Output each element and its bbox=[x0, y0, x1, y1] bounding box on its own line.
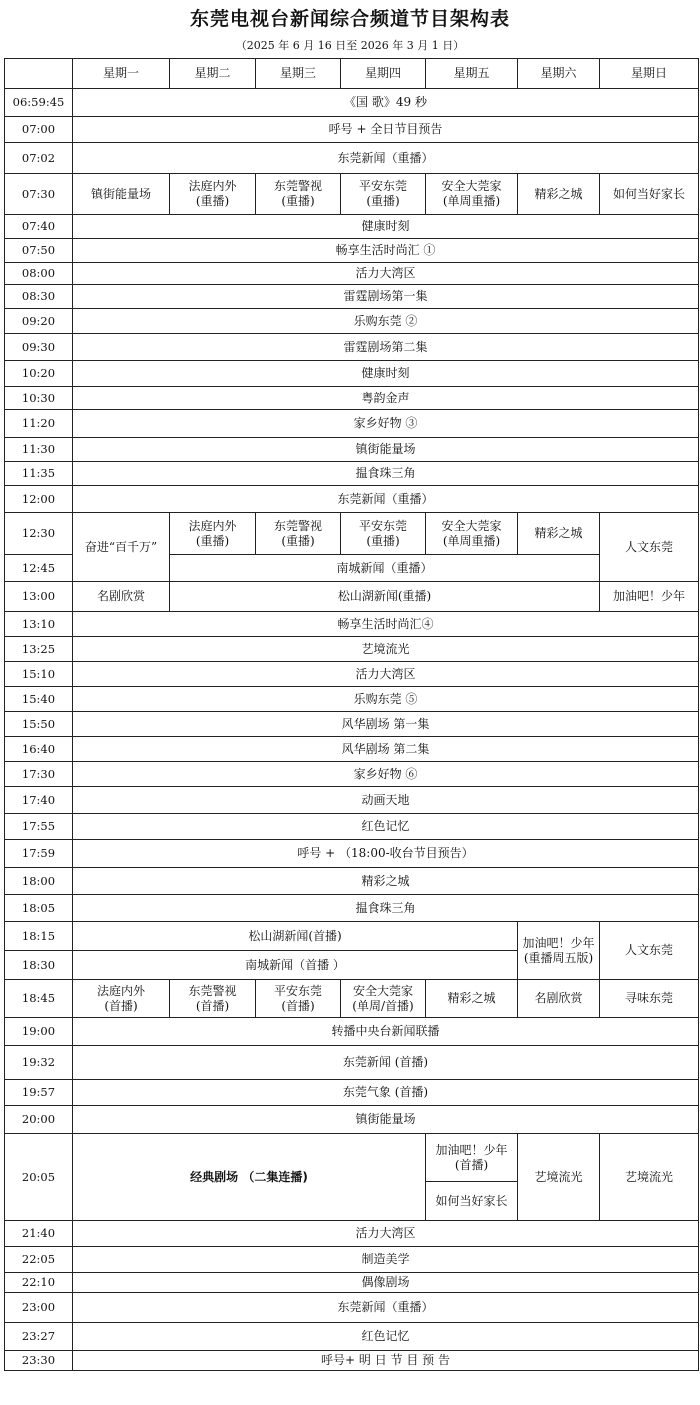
schedule-row bbox=[5, 309, 699, 334]
schedule-row bbox=[5, 1106, 699, 1134]
program-cell: 平安东莞 (重播) bbox=[341, 513, 426, 555]
program-cell: 畅享生活时尚汇④ bbox=[73, 612, 699, 637]
program-cell: 健康时刻 bbox=[73, 361, 699, 387]
time-slot: 18:00 bbox=[5, 868, 73, 895]
time-slot: 23:00 bbox=[5, 1293, 73, 1323]
schedule-row bbox=[5, 462, 699, 486]
time-slot: 12:45 bbox=[5, 555, 73, 582]
time-slot: 22:05 bbox=[5, 1247, 73, 1273]
time-slot: 06:59:45 bbox=[5, 89, 73, 117]
program-cell: 名剧欣赏 bbox=[73, 582, 170, 612]
program-cell: 平安东莞 (首播) bbox=[256, 980, 341, 1018]
schedule-row bbox=[5, 239, 699, 263]
time-slot: 23:27 bbox=[5, 1323, 73, 1351]
page-subtitle: （2025 年 6 月 16 日至 2026 年 3 月 1 日） bbox=[235, 39, 465, 52]
schedule-row bbox=[5, 895, 699, 922]
program-cell: 精彩之城 bbox=[73, 868, 699, 895]
time-slot: 18:15 bbox=[5, 922, 73, 951]
schedule-row bbox=[5, 410, 699, 438]
program-cell: 东莞警视 (首播) bbox=[170, 980, 256, 1018]
schedule-row bbox=[5, 1323, 699, 1351]
time-slot: 20:00 bbox=[5, 1106, 73, 1134]
schedule-row bbox=[5, 438, 699, 462]
program-cell: 活力大湾区 bbox=[73, 263, 699, 285]
schedule-row bbox=[5, 285, 699, 309]
schedule-row bbox=[5, 1134, 699, 1182]
schedule-row bbox=[5, 1221, 699, 1247]
time-slot: 19:32 bbox=[5, 1046, 73, 1080]
schedule-row bbox=[5, 215, 699, 239]
time-slot: 18:05 bbox=[5, 895, 73, 922]
schedule-row bbox=[5, 143, 699, 174]
program-cell: 艺境流光 bbox=[73, 637, 699, 662]
program-cell: 揾食珠三角 bbox=[73, 462, 699, 486]
program-cell: 《国 歌》49 秒 bbox=[73, 89, 699, 117]
time-slot: 15:40 bbox=[5, 687, 73, 712]
schedule-row bbox=[5, 89, 699, 117]
day-header: 星期四 bbox=[341, 59, 426, 89]
program-cell: 法庭内外 (重播) bbox=[170, 174, 256, 215]
program-cell: 呼号 + 全日节目预告 bbox=[73, 117, 699, 143]
program-cell: 红色记忆 bbox=[73, 814, 699, 840]
schedule-row bbox=[5, 1247, 699, 1273]
program-cell: 活力大湾区 bbox=[73, 1221, 699, 1247]
time-slot: 12:30 bbox=[5, 513, 73, 555]
program-cell: 东莞警视 (重播) bbox=[256, 513, 341, 555]
time-slot: 15:10 bbox=[5, 662, 73, 687]
day-header: 星期三 bbox=[256, 59, 341, 89]
program-cell: 雷霆剧场第二集 bbox=[73, 334, 699, 361]
schedule-row bbox=[5, 712, 699, 737]
header-row bbox=[5, 59, 699, 89]
schedule-row bbox=[5, 361, 699, 387]
day-header: 星期一 bbox=[73, 59, 170, 89]
program-cell: 呼号+ 明 日 节 目 预 告 bbox=[73, 1351, 699, 1371]
schedule-row bbox=[5, 687, 699, 712]
schedule-row bbox=[5, 662, 699, 687]
time-slot: 11:30 bbox=[5, 438, 73, 462]
time-slot: 12:00 bbox=[5, 486, 73, 513]
schedule-row bbox=[5, 814, 699, 840]
program-cell: 转播中央台新闻联播 bbox=[73, 1018, 699, 1046]
program-cell: 家乡好物 ③ bbox=[73, 410, 699, 438]
schedule-table bbox=[4, 58, 699, 1371]
schedule-row bbox=[5, 980, 699, 1018]
program-cell: 风华剧场 第二集 bbox=[73, 737, 699, 762]
corner-cell bbox=[5, 59, 73, 89]
time-slot: 17:40 bbox=[5, 787, 73, 814]
schedule-row bbox=[5, 1080, 699, 1106]
time-slot: 07:02 bbox=[5, 143, 73, 174]
time-slot: 10:20 bbox=[5, 361, 73, 387]
time-slot: 21:40 bbox=[5, 1221, 73, 1247]
schedule-row bbox=[5, 486, 699, 513]
time-slot: 17:30 bbox=[5, 762, 73, 787]
program-cell: 东莞气象 (首播) bbox=[73, 1080, 699, 1106]
program-cell: 镇街能量场 bbox=[73, 438, 699, 462]
program-cell: 乐购东莞 ⑤ bbox=[73, 687, 699, 712]
time-slot: 23:30 bbox=[5, 1351, 73, 1371]
program-cell: 东莞新闻 (首播) bbox=[73, 1046, 699, 1080]
program-cell: 人文东莞 bbox=[600, 513, 699, 582]
schedule-row bbox=[5, 582, 699, 612]
program-cell: 松山湖新闻(重播) bbox=[170, 582, 600, 612]
schedule-row bbox=[5, 174, 699, 215]
program-cell: 经典剧场 （二集连播) bbox=[73, 1134, 426, 1221]
program-cell: 红色记忆 bbox=[73, 1323, 699, 1351]
program-cell: 镇街能量场 bbox=[73, 1106, 699, 1134]
program-cell: 安全大莞家 (单周/首播) bbox=[341, 980, 426, 1018]
program-cell: 南城新闻（首播 ） bbox=[73, 951, 518, 980]
schedule-row bbox=[5, 787, 699, 814]
time-slot: 20:05 bbox=[5, 1134, 73, 1221]
schedule-row bbox=[5, 117, 699, 143]
program-cell: 活力大湾区 bbox=[73, 662, 699, 687]
program-cell: 法庭内外 (首播) bbox=[73, 980, 170, 1018]
program-cell: 加油吧！少年 (重播周五版) bbox=[518, 922, 600, 980]
time-slot: 18:45 bbox=[5, 980, 73, 1018]
time-slot: 13:25 bbox=[5, 637, 73, 662]
time-slot: 19:00 bbox=[5, 1018, 73, 1046]
schedule-row bbox=[5, 737, 699, 762]
program-cell: 精彩之城 bbox=[426, 980, 518, 1018]
time-slot: 08:00 bbox=[5, 263, 73, 285]
time-slot: 07:40 bbox=[5, 215, 73, 239]
day-header: 星期二 bbox=[170, 59, 256, 89]
program-cell: 艺境流光 bbox=[600, 1134, 699, 1221]
day-header: 星期日 bbox=[600, 59, 699, 89]
program-cell: 寻味东莞 bbox=[600, 980, 699, 1018]
time-slot: 07:50 bbox=[5, 239, 73, 263]
program-cell: 家乡好物 ⑥ bbox=[73, 762, 699, 787]
time-slot: 11:20 bbox=[5, 410, 73, 438]
time-slot: 17:55 bbox=[5, 814, 73, 840]
time-slot: 08:30 bbox=[5, 285, 73, 309]
time-slot: 17:59 bbox=[5, 840, 73, 868]
program-cell: 东莞新闻（重播） bbox=[73, 486, 699, 513]
schedule-row bbox=[5, 762, 699, 787]
program-cell: 法庭内外 (重播) bbox=[170, 513, 256, 555]
schedule-row bbox=[5, 840, 699, 868]
schedule-row bbox=[5, 612, 699, 637]
program-cell: 精彩之城 bbox=[518, 513, 600, 555]
time-slot: 09:20 bbox=[5, 309, 73, 334]
program-cell: 奋进“百千万” bbox=[73, 513, 170, 582]
program-cell: 安全大莞家 (单周重播) bbox=[426, 513, 518, 555]
program-cell: 粤韵金声 bbox=[73, 387, 699, 410]
schedule-row bbox=[5, 263, 699, 285]
schedule-row bbox=[5, 1018, 699, 1046]
program-cell: 雷霆剧场第一集 bbox=[73, 285, 699, 309]
program-cell: 制造美学 bbox=[73, 1247, 699, 1273]
time-slot: 22:10 bbox=[5, 1273, 73, 1293]
schedule-row bbox=[5, 387, 699, 410]
schedule-row bbox=[5, 637, 699, 662]
page-title: 东莞电视台新闻综合频道节目架构表 bbox=[189, 8, 510, 30]
time-slot: 07:00 bbox=[5, 117, 73, 143]
day-header: 星期六 bbox=[518, 59, 600, 89]
program-cell: 名剧欣赏 bbox=[518, 980, 600, 1018]
time-slot: 19:57 bbox=[5, 1080, 73, 1106]
time-slot: 16:40 bbox=[5, 737, 73, 762]
time-slot: 10:30 bbox=[5, 387, 73, 410]
program-cell: 南城新闻（重播） bbox=[170, 555, 600, 582]
program-cell: 加油吧！少年 (首播) bbox=[426, 1134, 518, 1182]
program-cell: 松山湖新闻(首播) bbox=[73, 922, 518, 951]
program-cell: 精彩之城 bbox=[518, 174, 600, 215]
schedule-row bbox=[5, 1046, 699, 1080]
time-slot: 09:30 bbox=[5, 334, 73, 361]
program-cell: 东莞新闻（重播） bbox=[73, 1293, 699, 1323]
program-cell: 呼号 + （18:00-收台节目预告） bbox=[73, 840, 699, 868]
program-cell: 安全大莞家 (单周重播) bbox=[426, 174, 518, 215]
program-cell: 畅享生活时尚汇 ① bbox=[73, 239, 699, 263]
schedule-row bbox=[5, 922, 699, 951]
day-header: 星期五 bbox=[426, 59, 518, 89]
program-cell: 平安东莞 (重播) bbox=[341, 174, 426, 215]
schedule-row bbox=[5, 1293, 699, 1323]
schedule-row bbox=[5, 334, 699, 361]
program-cell: 乐购东莞 ② bbox=[73, 309, 699, 334]
time-slot: 13:00 bbox=[5, 582, 73, 612]
time-slot: 15:50 bbox=[5, 712, 73, 737]
time-slot: 07:30 bbox=[5, 174, 73, 215]
program-cell: 镇街能量场 bbox=[73, 174, 170, 215]
program-cell: 风华剧场 第一集 bbox=[73, 712, 699, 737]
program-cell: 健康时刻 bbox=[73, 215, 699, 239]
schedule-row bbox=[5, 868, 699, 895]
program-cell: 东莞警视 (重播) bbox=[256, 174, 341, 215]
time-slot: 11:35 bbox=[5, 462, 73, 486]
program-cell: 东莞新闻（重播） bbox=[73, 143, 699, 174]
program-cell: 如何当好家长 bbox=[600, 174, 699, 215]
program-cell: 艺境流光 bbox=[518, 1134, 600, 1221]
schedule-row bbox=[5, 1351, 699, 1371]
program-cell: 加油吧！少年 bbox=[600, 582, 699, 612]
program-cell: 偶像剧场 bbox=[73, 1273, 699, 1293]
time-slot: 18:30 bbox=[5, 951, 73, 980]
time-slot: 13:10 bbox=[5, 612, 73, 637]
program-cell: 人文东莞 bbox=[600, 922, 699, 980]
schedule-row bbox=[5, 1273, 699, 1293]
program-cell: 动画天地 bbox=[73, 787, 699, 814]
program-cell: 揾食珠三角 bbox=[73, 895, 699, 922]
schedule-row bbox=[5, 513, 699, 555]
program-cell: 如何当好家长 bbox=[426, 1182, 518, 1221]
